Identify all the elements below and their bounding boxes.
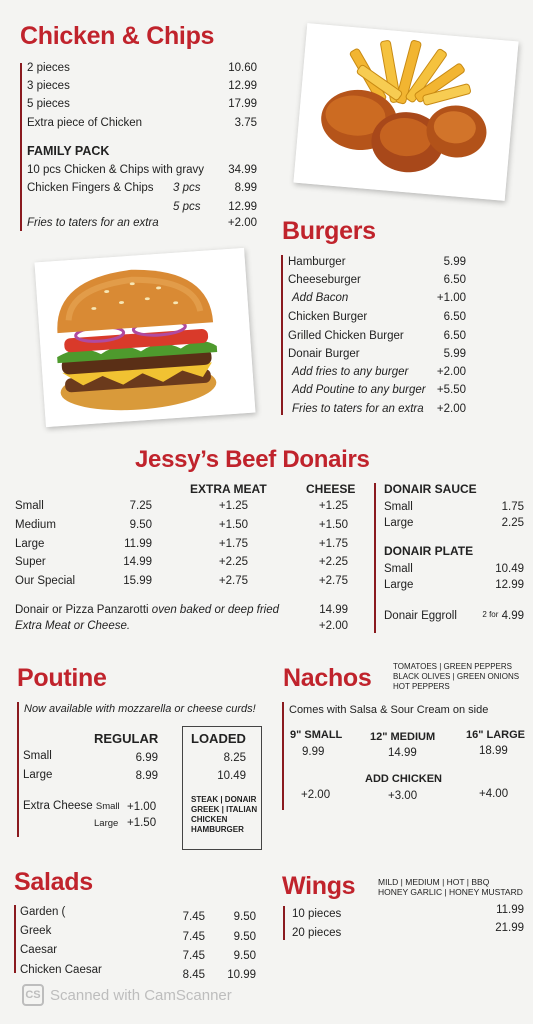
poutine-size: Small [23, 750, 52, 762]
burgers-divider [281, 255, 283, 415]
salad-small-price: 7.45 [182, 950, 205, 962]
family-item-qty: 3 pcs [173, 182, 201, 194]
salad-item-name: Garden ( [20, 906, 66, 918]
donairs-title: Jessy’s Beef Donairs [135, 446, 370, 473]
chicken-chips-photo [293, 23, 518, 201]
wings-item-price: 11.99 [496, 904, 524, 916]
chicken-taters-price: +2.00 [227, 217, 257, 229]
nachos-topping-line: BLACK OLIVES | GREEN ONIONS [393, 672, 520, 681]
nachos-title: Nachos [283, 664, 372, 692]
camscanner-logo-icon: CS [22, 984, 44, 1006]
poutine-regular-price: 6.99 [135, 752, 158, 764]
donair-sauce-size: Large [384, 517, 414, 529]
wings-flavour-line: MILD | MEDIUM | HOT | BBQ [378, 877, 490, 887]
chicken-divider [20, 63, 22, 231]
donair-size: Small [15, 500, 44, 512]
nachos-add-price: +4.00 [479, 788, 509, 800]
burgers-title: Burgers [282, 217, 376, 245]
family-item-name: 10 pcs Chicken & Chips with gravy [27, 164, 205, 176]
poutine-title: Poutine [17, 664, 107, 692]
wings-flavours [378, 877, 523, 897]
poutine-extra-small-label: Small [95, 801, 120, 812]
salad-item-name: Caesar [20, 944, 58, 956]
family-item-price: 8.99 [234, 182, 257, 194]
poutine-extra-cheese-label: Extra Cheese [23, 800, 93, 812]
salad-item-name: Chicken Caesar [20, 964, 102, 976]
salad-large-price: 9.50 [233, 950, 256, 962]
wings-title: Wings [282, 872, 356, 900]
poutine-regular-price: 8.99 [135, 770, 158, 782]
salad-large-price: 9.50 [233, 911, 256, 923]
donair-cheese-price: +2.25 [318, 556, 348, 568]
loaded-type: HAMBURGER [191, 825, 244, 834]
poutine-divider [17, 702, 19, 837]
poutine-note: Now available with mozzarella or cheese curds! [24, 703, 256, 715]
chicken-item-price: 10.60 [228, 62, 257, 74]
burger-item-price: 6.50 [443, 330, 466, 342]
donair-sauce-price: 1.75 [501, 501, 524, 513]
salad-large-price: 9.50 [233, 931, 256, 943]
nachos-size-price: 9.99 [302, 746, 325, 758]
burger-item-price: +1.00 [436, 292, 466, 304]
chicken-item-price: 12.99 [228, 80, 257, 92]
family-item-qty: 5 pcs [173, 201, 201, 213]
wings-flavour-line: HONEY GARLIC | HONEY MUSTARD [378, 887, 523, 897]
burger-image [35, 248, 256, 427]
donair-size: Large [15, 538, 45, 550]
donair-plate-heading: DONAIR PLATE [384, 544, 474, 558]
donair-price: 9.50 [129, 519, 152, 531]
chicken-item-name: 5 pieces [27, 98, 70, 110]
salad-small-price: 7.45 [182, 931, 205, 943]
poutine-extra-small-price: +1.00 [127, 801, 157, 813]
poutine-col-regular: REGULAR [94, 731, 159, 746]
donair-size: Our Special [15, 575, 76, 587]
family-pack-heading: FAMILY PACK [27, 144, 110, 158]
chicken-taters-label: Fries to taters for an extra [27, 217, 159, 229]
chicken-item-price: 3.75 [234, 117, 257, 129]
panzarotti-extra-label: Extra Meat or Cheese. [15, 620, 131, 632]
donair-cheese-price: +1.25 [318, 500, 348, 512]
poutine-loaded-types [191, 795, 257, 835]
nachos-divider [282, 702, 284, 810]
poutine-col-loaded: LOADED [191, 731, 246, 746]
wings-divider [283, 906, 285, 940]
donair-size: Super [15, 556, 46, 568]
loaded-type: CHICKEN [191, 815, 228, 824]
nachos-note: Comes with Salsa & Sour Cream on side [289, 704, 489, 716]
donair-extra-meat-price: +2.75 [218, 575, 248, 587]
burger-item-name: Grilled Chicken Burger [288, 330, 404, 342]
fried-chicken-fries-image [293, 23, 518, 201]
donair-plate-price: 12.99 [495, 579, 524, 591]
donair-extra-meat-price: +1.50 [218, 519, 248, 531]
camscanner-text: Scanned with CamScanner [50, 986, 232, 1004]
chicken-item-price: 17.99 [228, 98, 257, 110]
camscanner-watermark [22, 984, 232, 1006]
family-item-name: Chicken Fingers & Chips [27, 182, 154, 194]
nachos-topping-line: HOT PEPPERS [393, 682, 450, 691]
panzarotti-extra-price: +2.00 [318, 620, 348, 632]
donair-sauce-heading: DONAIR SAUCE [384, 482, 477, 496]
salad-item-name: Greek [20, 925, 52, 937]
family-item-price: 34.99 [228, 164, 257, 176]
nachos-add-price: +2.00 [301, 789, 331, 801]
donair-plate-size: Large [384, 579, 414, 591]
donair-price: 14.99 [123, 556, 152, 568]
donair-size: Medium [15, 519, 56, 531]
wings-item-price: 21.99 [495, 922, 524, 934]
burger-item-price: 5.99 [443, 256, 466, 268]
chicken-item-name: Extra piece of Chicken [27, 117, 143, 129]
donair-extra-meat-price: +1.25 [218, 500, 248, 512]
poutine-extra-large-label: Large [94, 818, 119, 829]
donair-eggroll-price: 4.99 [501, 610, 524, 622]
poutine-loaded-price: 10.49 [217, 770, 246, 782]
nachos-size-label: 12" MEDIUM [370, 731, 436, 743]
burger-item-price: 6.50 [443, 274, 466, 286]
donair-cheese-price: +2.75 [318, 575, 348, 587]
poutine-size: Large [23, 769, 53, 781]
chicken-item-name: 2 pieces [27, 62, 70, 74]
burger-item-name: Add Poutine to any burger [292, 384, 426, 396]
nachos-size-price: 18.99 [479, 745, 508, 757]
chicken-title: Chicken & Chips [20, 22, 215, 50]
wings-item-name: 20 pieces [292, 927, 342, 939]
burger-item-name: Fries to taters for an extra [292, 403, 424, 415]
panzarotti-method: oven baked or deep fried [151, 604, 280, 616]
nachos-toppings [393, 662, 519, 692]
burger-item-name: Add Bacon [292, 292, 349, 304]
salads-title: Salads [14, 868, 93, 896]
salad-small-price: 7.45 [182, 911, 205, 923]
burger-photo [35, 248, 256, 427]
salad-small-price: 8.45 [182, 969, 205, 981]
nachos-size-label: 16" LARGE [466, 729, 526, 741]
nachos-add-price: +3.00 [388, 790, 418, 802]
nachos-size-price: 14.99 [388, 747, 417, 759]
donair-cheese-price: +1.75 [318, 538, 348, 550]
donair-sauce-price: 2.25 [501, 517, 524, 529]
burger-item-name: Cheeseburger [288, 274, 361, 286]
donair-extra-meat-price: +2.25 [218, 556, 248, 568]
burger-item-price: +2.00 [436, 403, 466, 415]
donair-eggroll-qty: 2 for [482, 610, 499, 619]
panzarotti-label: Donair or Pizza Panzarotti [15, 604, 152, 616]
burger-item-price: +5.50 [436, 384, 466, 396]
salad-large-price: 10.99 [227, 969, 256, 981]
donair-price: 11.99 [124, 538, 152, 550]
donair-price: 7.25 [129, 500, 152, 512]
nachos-size-label: 9" SMALL [290, 729, 343, 741]
nachos-add-chicken: ADD CHICKEN [365, 773, 442, 785]
poutine-loaded-price: 8.25 [223, 752, 246, 764]
donair-cheese-price: +1.50 [318, 519, 348, 531]
donair-col-cheese: CHEESE [306, 482, 356, 496]
wings-item-name: 10 pieces [292, 908, 342, 920]
donair-sauce-size: Small [384, 501, 413, 513]
burger-item-price: 6.50 [443, 311, 466, 323]
donair-plate-size: Small [384, 563, 413, 575]
donair-price: 15.99 [123, 575, 152, 587]
donair-plate-price: 10.49 [495, 563, 524, 575]
nachos-topping-line: TOMATOES | GREEN PEPPERS [393, 662, 512, 671]
poutine-extra-cheese [23, 800, 120, 812]
panzarotti-price: 14.99 [319, 604, 348, 616]
poutine-extra-large-price: +1.50 [127, 817, 157, 829]
donair-eggroll-price-line [464, 610, 524, 622]
burger-item-name: Donair Burger [288, 348, 360, 360]
loaded-type: STEAK | DONAIR [191, 795, 257, 804]
burger-item-name: Hamburger [288, 256, 346, 268]
family-item-price: 12.99 [228, 201, 257, 213]
burger-item-price: 5.99 [443, 348, 466, 360]
loaded-type: GREEK | ITALIAN [191, 805, 258, 814]
panzarotti-line [15, 604, 279, 616]
burger-item-name: Chicken Burger [288, 311, 368, 323]
donair-eggroll-label: Donair Eggroll [384, 610, 457, 622]
chicken-item-name: 3 pieces [27, 80, 70, 92]
salads-divider [14, 905, 16, 973]
donair-extra-meat-price: +1.75 [218, 538, 248, 550]
burger-item-name: Add fries to any burger [292, 366, 409, 378]
donair-col-extra-meat: EXTRA MEAT [190, 482, 267, 496]
donair-sauce-divider [374, 483, 376, 633]
burger-item-price: +2.00 [436, 366, 466, 378]
